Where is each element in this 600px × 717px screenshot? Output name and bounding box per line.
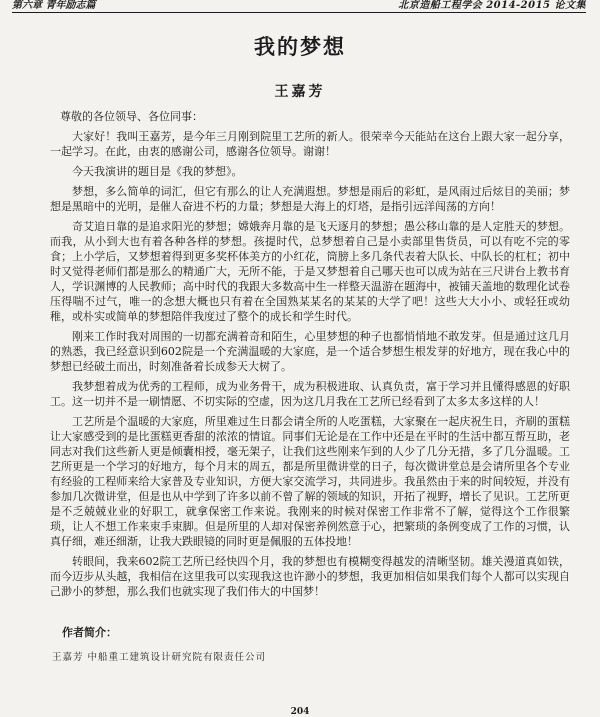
author-bio-heading: 作者简介： xyxy=(62,626,117,639)
publication-label: 北京造船工程学会 2014-2015 论文集 xyxy=(398,0,586,11)
author-bio: 王嘉芳 中船重工建筑设计研究院有限责任公司 xyxy=(52,652,267,663)
author-name: 王嘉芳 xyxy=(274,84,326,100)
paragraph: 大家好！我叫王嘉芳，是今年三月刚到院里工艺所的新人。很荣幸今天能站在这台上跟大家一起分享，一起学习。在此，由衷的感谢公司，感谢各位领导。谢谢！ xyxy=(50,130,570,158)
article-body xyxy=(50,109,570,604)
paragraph: 我梦想着成为优秀的工程师，成为业务骨干，成为积极进取、认真负责，富于学习并且懂得感恩的好职工。这一切并不是一刷情愿、不切实际的空虚，因为这几月我在工艺所已经看到了太多太多这样的人！ xyxy=(50,380,570,408)
paragraph-salutation: 尊敬的各位领导、各位同事： xyxy=(60,110,203,123)
running-header xyxy=(12,0,586,13)
page-number: 204 xyxy=(290,707,310,717)
paragraph: 转眼间，我来602院工艺所已经快四个月，我的梦想也有模糊变得越发的清晰坚韧。雄关漫道真如铁，而今迈步从头越，我相信在这里我可以实现我这也许渺小的梦想，我更加相信如果我们每个人都可以实现自己渺小的梦想，那么我们也就实现了我们伟大的中国梦！ xyxy=(50,555,570,598)
paragraph: 刚来工作时我对周围的一切都充满着奇和陌生，心里梦想的种子也都悄悄地不敢发芽。但是通过这几月的熟悉，我已经意识到602院是一个充满温暖的大家庭，是一个适合梦想生根发芽的好地方，现在我心中的梦想已经破土而出，时刻准备着长成参天大树了。 xyxy=(50,330,570,373)
paragraph: 梦想，多么简单的词汇，但它有那么的让人充满遐想。梦想是雨后的彩虹，是风雨过后炫目的美丽；梦想是黑暗中的光明，是催人奋进不朽的力量；梦想是大海上的灯塔，是指引远洋闯荡的方向！ xyxy=(50,185,570,213)
paragraph: 今天我演讲的题目是《我的梦想》。 xyxy=(72,165,243,178)
chapter-label: 第六章 青年励志篇 xyxy=(12,0,96,11)
paragraph: 奇艾追日靠的是追求阳光的梦想；嫦娥奔月靠的是飞天逐月的梦想；愚公移山靠的是人定胜天的梦想。而我，从小到大也有着各种各样的梦想。孩提时代，总梦想着自己是小卖部里售货员，可以有吃不完的零食；上小学后，又梦想着得到更多奖杯体美方的小红花，筒膀上多几条代表着大队长、中队长的杠杠；初中时又觉得老师们都是那么的精通广大，无所不能，于是又梦想着自己哪天也可以成为站在三尺讲台上教书育人，学识渊博的人民教师；高中时代的我跟大多数高中生一样整天温游在题海中，被铺天盖地的数理化试卷压得喘不过气，唯一的念想大概也只有着在全国熟某某名的某某的大学了吧！这些大大小小、或轻狂或幼稚，或朴实或简单的梦想陪伴我度过了整个的成长和学生时代。 xyxy=(50,220,570,323)
page-title: 我的梦想 xyxy=(254,34,346,59)
paragraph: 工艺所是个温暖的大家庭，所里难过生日都会请全所的人吃蛋糕，大家聚在一起庆祝生日，齐刷的蛋糕让大家感受到的是比蛋糕更香甜的浓浓的情谊。同事们无论是在工作中还是在平时的生活中都互帮互助，老同志对我们这些新人更是倾囊相授，毫无架子，让我们这些刚来乍到的人少了几分无措，多了几分温暖。工艺所更是一个学习的好地方，每个月末的周五，都是所里微讲堂的日子，每次微讲堂总是会请所里各个专业有经验的工程师来给大家普及专业知识，方便大家交流学习，共同进步。我虽然由于来的时间较短，并没有参加几次微讲堂，但是也从中学到了许多以前不曾了解的领域的知识，开拓了视野，增长了见识。工艺所更是不乏兢兢业业的好职工，就拿保密工作来说。我刚来的时候对保密工作非常不了解，觉得这个工作很繁琐，让人不想工作来束手束脚。但是所里的人却对保密养例然意于心，把繁琐的条例变成了工作的习惯，认真仔细，难还细渐，让我大跌眼镜的同时更是佩服的五体投地！ xyxy=(50,415,570,548)
